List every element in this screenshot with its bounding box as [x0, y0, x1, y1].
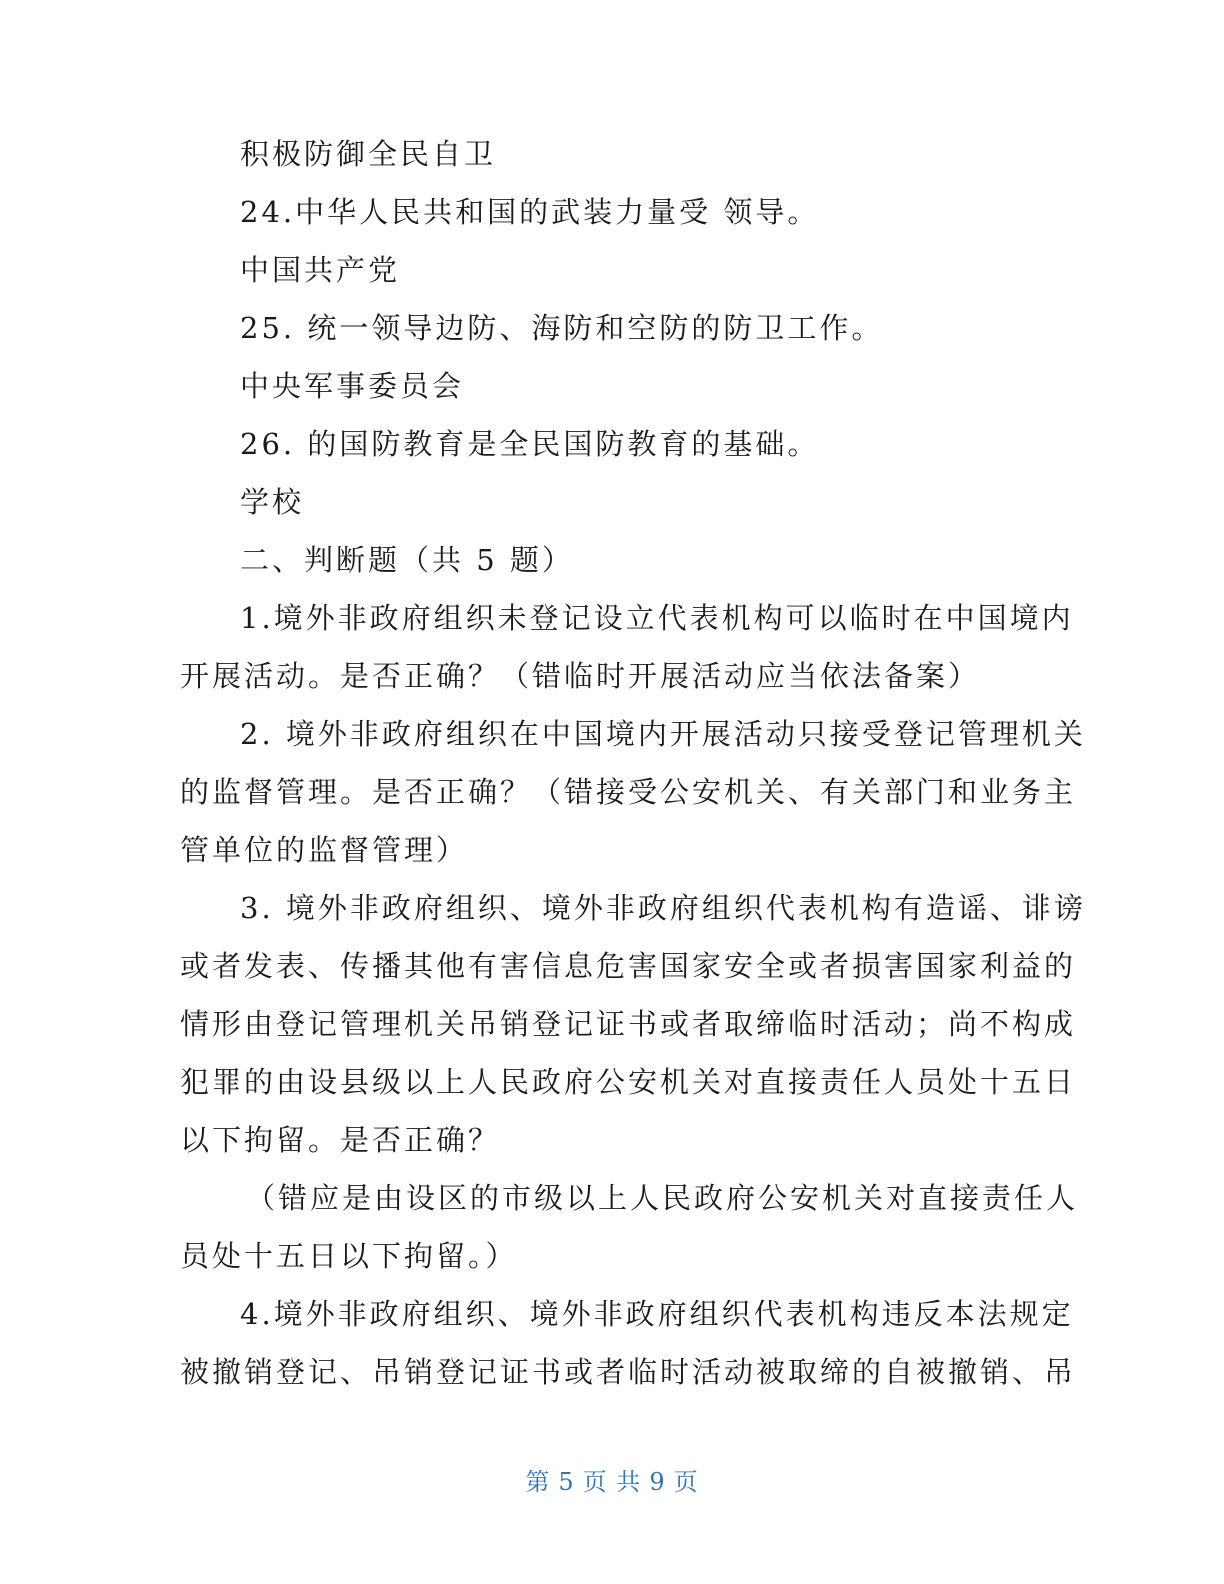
question-1: 1.境外非政府组织未登记设立代表机构可以临时在中国境内 [240, 601, 1074, 635]
question-3-answer-cont: 员处十五日以下拘留。） [180, 1239, 518, 1273]
question-24: 24.中华人民共和国的武装力量受 领导。 [240, 195, 820, 229]
question-4: 4.境外非政府组织、境外非政府组织代表机构违反本法规定 [240, 1297, 1074, 1331]
answer-line: 中国共产党 [240, 253, 401, 287]
total-page-count: 9 [649, 1468, 666, 1496]
question-1-cont: 开展活动。是否正确？（错临时开展活动应当依法备案） [180, 659, 981, 693]
question-3: 3. 境外非政府组织、境外非政府组织代表机构有造谣、诽谤 [240, 891, 1086, 925]
question-3-cont: 或者发表、传播其他有害信息危害国家安全或者损害国家利益的 [180, 949, 1077, 983]
footer-suffix: 页 [673, 1468, 699, 1496]
footer-prefix: 第 [525, 1468, 551, 1496]
current-page-number: 5 [558, 1468, 575, 1496]
question-4-cont: 被撤销登记、吊销登记证书或者临时活动被取缔的自被撤销、吊 [180, 1355, 1077, 1389]
question-2-cont: 的监督管理。是否正确？（错接受公安机关、有关部门和业务主 [180, 775, 1077, 809]
question-25: 25. 统一领导边防、海防和空防的防卫工作。 [240, 311, 884, 345]
answer-line: 积极防御全民自卫 [240, 137, 497, 171]
page-footer [0, 1462, 1224, 1497]
question-3-cont: 以下拘留。是否正确？ [180, 1123, 501, 1157]
question-3-answer: （错应是由设区的市级以上人民政府公安机关对直接责任人 [246, 1181, 1079, 1215]
question-2-cont: 管单位的监督管理） [180, 833, 469, 867]
answer-line: 中央军事委员会 [240, 369, 465, 403]
question-3-cont: 情形由登记管理机关吊销登记证书或者取缔临时活动；尚不构成 [180, 1007, 1077, 1041]
question-2: 2. 境外非政府组织在中国境内开展活动只接受登记管理机关 [240, 717, 1086, 751]
question-3-cont: 犯罪的由设县级以上人民政府公安机关对直接责任人员处十五日 [180, 1065, 1077, 1099]
answer-line: 学校 [240, 485, 305, 519]
question-26: 26. 的国防教育是全民国防教育的基础。 [240, 427, 820, 461]
footer-middle: 页 共 [582, 1468, 642, 1496]
section-heading: 二、判断题（共 5 题） [240, 543, 574, 577]
